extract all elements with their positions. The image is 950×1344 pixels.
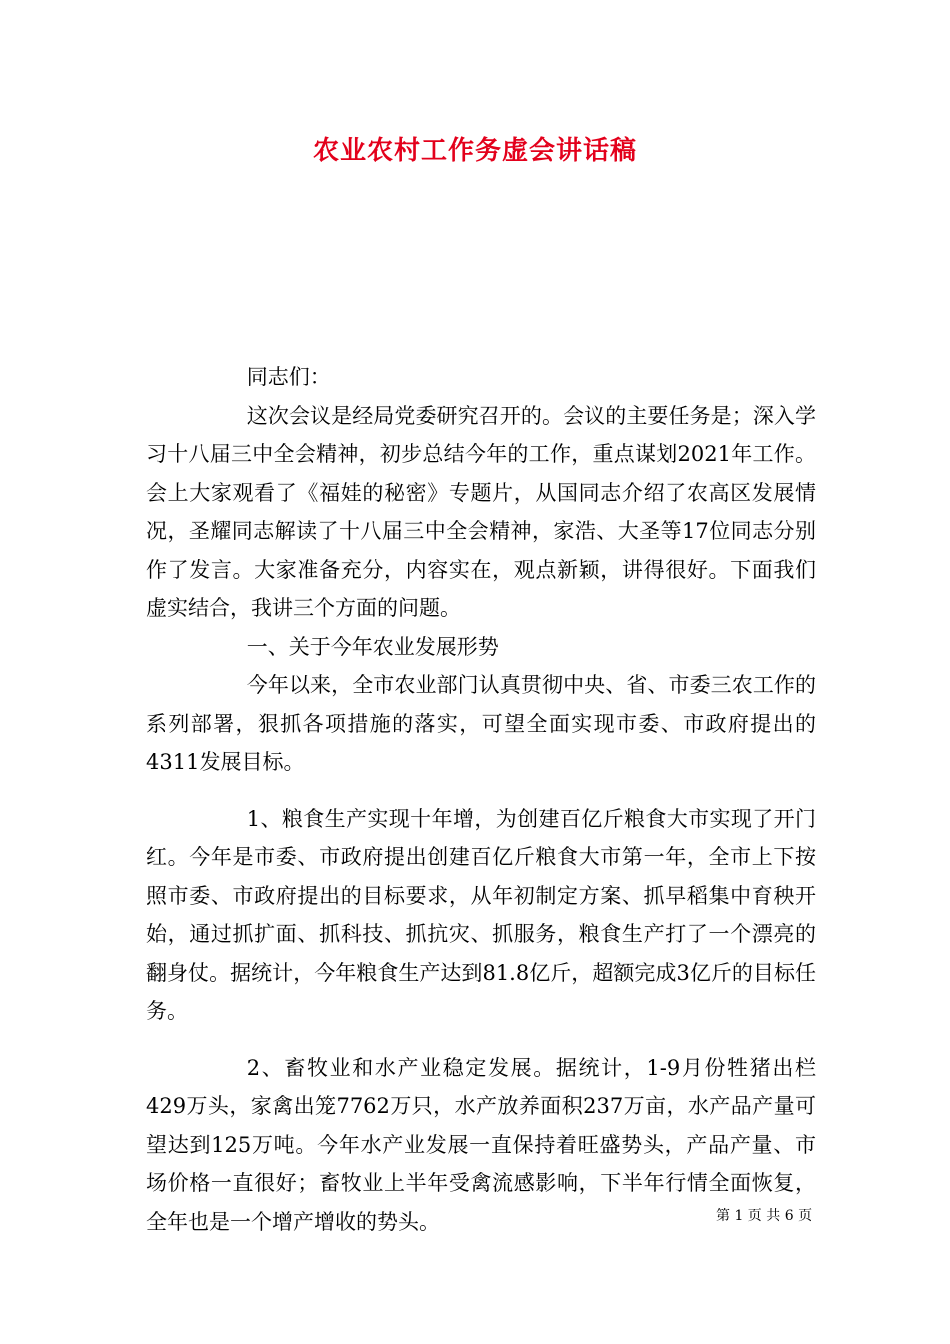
document-title: 农业农村工作务虚会讲话稿 [312, 136, 637, 166]
page-number: 第 1 页 共 6 页 [716, 1208, 813, 1224]
section-heading: 一、关于今年农业发展形势 [246, 634, 499, 659]
paragraph-item-1: 1、粮食生产实现十年增，为创建百亿斤粮食大市实现了开门红。今年是市委、市政府提出创建百亿斤粮食大市第一年，全市上下按照市委、市政府提出的目标要求，从年初制定方案、抓早稻集中育秧开始，通过抓扩面、抓科技、抓抗灾、抓服务，粮食生产打了一个漂亮的翻身仗。据统计，今年粮食生产达到81.8亿斤，超额完成3亿斤的目标任务。 [146, 806, 816, 1023]
paragraph-overview: 今年以来，全市农业部门认真贯彻中央、省、市委三农工作的系列部署，狠抓各项措施的落实，可望全面实现市委、市政府提出的4311发展目标。 [146, 673, 816, 774]
salutation: 同志们： [246, 365, 331, 389]
paragraph-item-2: 2、畜牧业和水产业稳定发展。据统计，1-9月份牲猪出栏429万头，家禽出笼7762万只，水产放养面积237万亩，水产品产量可望达到125万吨。今年水产业发展一直保持着旺盛势头，产品产量、市场价格一直很好；畜牧业上半年受禽流感影响，下半年行情全面恢复，全年也是一个增产增收的势头。 [146, 1055, 816, 1234]
paragraph-intro: 这次会议是经局党委研究召开的。会议的主要任务是；深入学习十八届三中全会精神，初步总结今年的工作，重点谋划2021年工作。会上大家观看了《福娃的秘密》专题片，从国同志介绍了农高区发展情况，圣耀同志解读了十八届三中全会精神，家浩、大圣等17位同志分别作了发言。大家准备充分，内容实在，观点新颖，讲得很好。下面我们虚实结合，我讲三个方面的问题。 [146, 403, 816, 620]
document-body [146, 358, 816, 1241]
